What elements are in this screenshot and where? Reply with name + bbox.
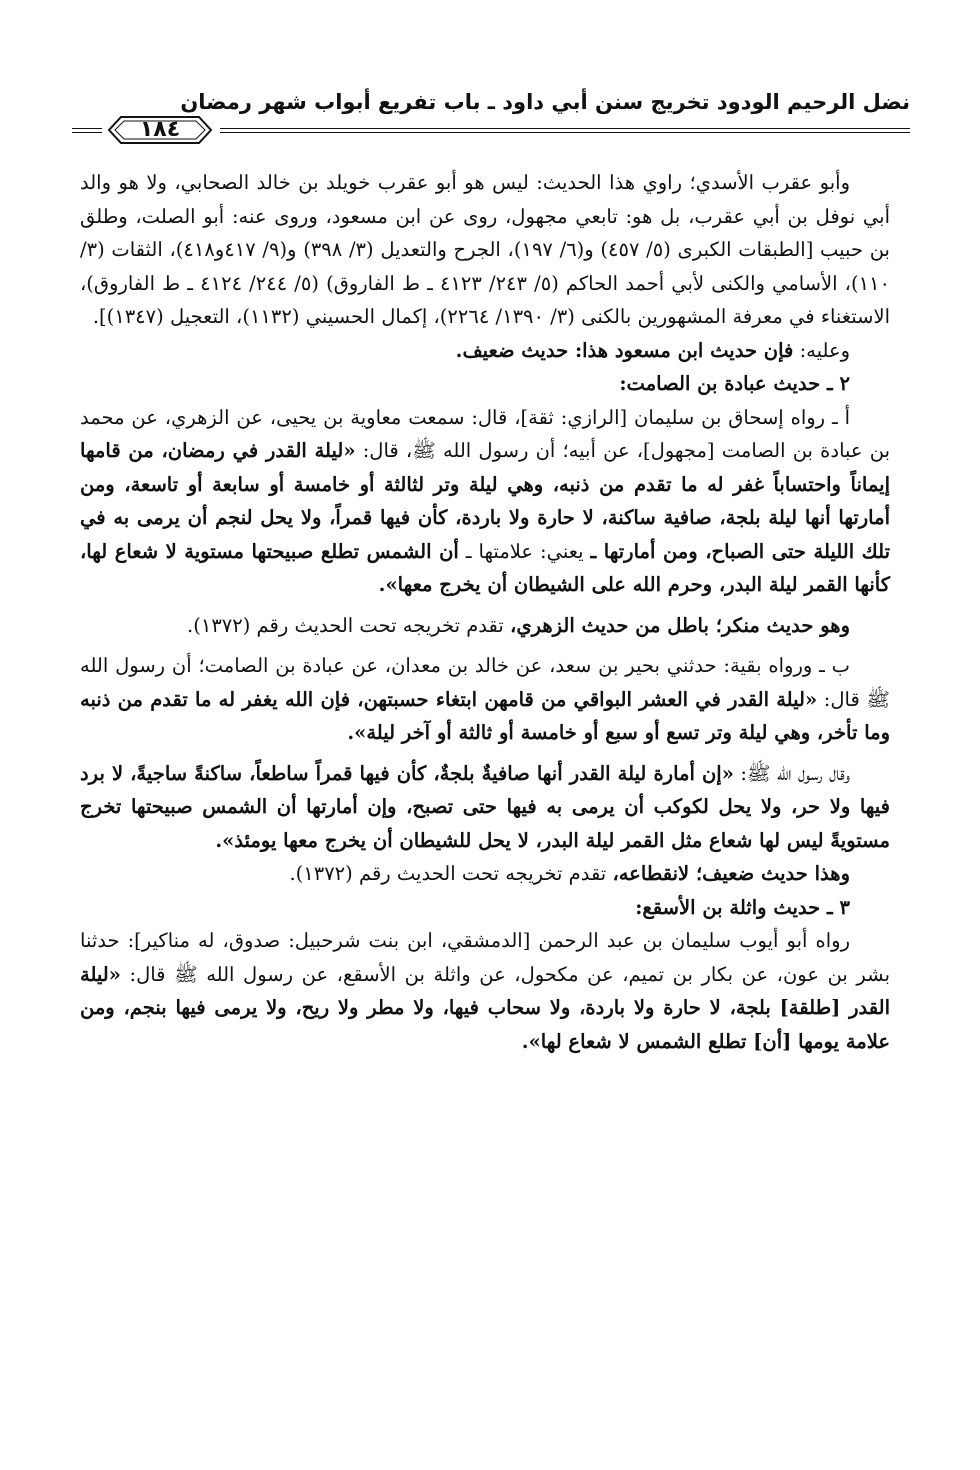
text-run-bold: وهذا حديث ضعيف؛ لانقطاعه، — [612, 862, 850, 885]
paragraph-narration-b — [80, 649, 890, 750]
hadith-text: «ليلة القدر [طلقة] بلجة، لا حارة ولا باردة، ولا سحاب فيها، ولا مطر ولا ريح، ولا يرمى فيها بنجم، ومن علامة يومها [أن] تطلع الشمس لا شعاع لها». — [80, 962, 890, 1053]
section-heading: ٢ ـ حديث عبادة بن الصامت: — [619, 372, 850, 395]
paragraph-narration-a — [80, 401, 890, 602]
header-rule — [220, 128, 910, 129]
running-title: نضل الرحيم الودود تخريج سنن أبي داود ـ باب تفريع أبواب شهر رمضان — [180, 90, 910, 114]
paragraph-ruling — [80, 857, 890, 891]
text-run: أ ـ رواه إسحاق بن سليمان [الرازي: ثقة]، قال: سمعت معاوية بن يحيى، عن الزهري، عن محمد بن عبادة بن الصامت [مجهول]، عن أبيه؛ أن رسول الله ﷺ، قال: — [80, 405, 890, 462]
main-text — [80, 166, 890, 1058]
paragraph-ruling — [80, 609, 890, 643]
text-run: رواه أبو أيوب سليمان بن عبد الرحمن [الدمشقي، ابن بنت شرحبيل: صدوق، له مناكير]: حدثنا بشر بن عون، عن بكار بن تميم، عن مكحول، عن واثلة بن الأسقع، عن رسول الله ﷺ قال: — [80, 929, 890, 986]
header-rule — [220, 132, 910, 133]
paragraph-narration — [80, 924, 890, 1058]
text-run-bold: وهو حديث منكر؛ باطل من حديث الزهري، — [510, 613, 850, 637]
paragraph-hadith — [80, 757, 890, 858]
hadith-text: أن الشمس تطلع صبيحتها مستوية لا شعاع لها، كأنها القمر ليلة البدر، وحرم الله على الشيطان أن يخرج معها». — [80, 539, 890, 596]
page-header — [80, 88, 910, 148]
hadith-text: «ليلة القدر في رمضان، من قامها إيماناً واحتساباً غفر له ما تقدم من ذنبه، وهي ليلة وتر لثالثة أو خامسة أو سابعة أو تاسعة، ومن أمارتها أنها ليلة بلجة، صافية ساكنة، لا حارة ولا باردة، كأن فيها قمراً، ولا يحل لنجم أن يرمى به في تلك الليلة حتى الصباح، ومن أمارتها ـ — [80, 439, 890, 563]
hadith-text: «ليلة القدر في العشر البواقي من قامهن ابتغاء حسبتهن، فإن الله يغفر له ما تقدم من ذنبه وما تأخر، وهي ليلة وتر تسع أو سبع أو خامسة أو ثالثة أو آخر ليلة». — [80, 687, 890, 744]
page-number: ١٨٤ — [139, 117, 181, 142]
text-run: ب ـ ورواه بقية: حدثني بحير بن سعد، عن خالد بن معدان، عن عبادة بن الصامت؛ أن رسول الله ﷺ قال: — [80, 654, 890, 711]
page-number-ornament — [105, 111, 215, 149]
text-run: وعليه: — [793, 338, 850, 362]
text-run: تقدم تخريجه تحت الحديث رقم (١٣٧٢). — [289, 862, 613, 885]
header-rule — [72, 128, 102, 129]
paragraph-conclusion — [80, 334, 890, 368]
paragraph-narrator-note: وأبو عقرب الأسدي؛ راوي هذا الحديث: ليس هو أبو عقرب خويلد بن خالد الصحابي، ولا هو والد أبي نوفل بن أبي عقرب، بل هو: تابعي مجهول، روى عن ابن مسعود، وروى عنه: أبو الصلت، وطلق بن حبيب [الطبقات الكبرى (٥/ ٤٥٧) و(٦/ ١٩٧)، الجرح والتعديل (٣/ ٣٩٨) و(٩/ ٤١٧و٤١٨)، الثقات (٣/ ١١٠)، الأسامي والكنى لأبي أحمد الحاكم (٥/ ٢٤٣/ ٤١٢٣ ـ ط الفاروق) (٥/ ٢٤٤/ ٤١٢٤ ـ ط الفاروق)، الاستغناء في معرفة المشهورين بالكنى (٣/ ١٣٩٠/ ٢٢٦٤)، إكمال الحسيني (١١٣٢)، التعجيل (١٣٤٧)]. — [80, 171, 890, 328]
section-heading: ٣ ـ حديث واثلة بن الأسقع: — [635, 895, 850, 919]
text-run: يعني: علامتها ـ — [458, 539, 591, 563]
text-run: تقدم تخريجه تحت الحديث رقم (١٣٧٢). — [187, 613, 511, 637]
text-run: وقال رسول الله ﷺ: — [733, 761, 850, 785]
hadith-text: «إن أمارة ليلة القدر أنها صافيةٌ بلجةٌ، كأن فيها قمراً ساطعاً، ساكنةً ساجيةً، لا برد فيها ولا حر، ولا يحل لكوكب أن يرمى به فيها حتى تصبح، وإن أمارتها أن الشمس صبيحتها تخرج مستويةً ليس لها شعاع مثل القمر ليلة البدر، لا يحل للشيطان أن يخرج معها يومئذ». — [80, 761, 890, 852]
header-rule — [72, 132, 102, 133]
text-run-bold: فإن حديث ابن مسعود هذا: حديث ضعيف. — [455, 338, 794, 362]
